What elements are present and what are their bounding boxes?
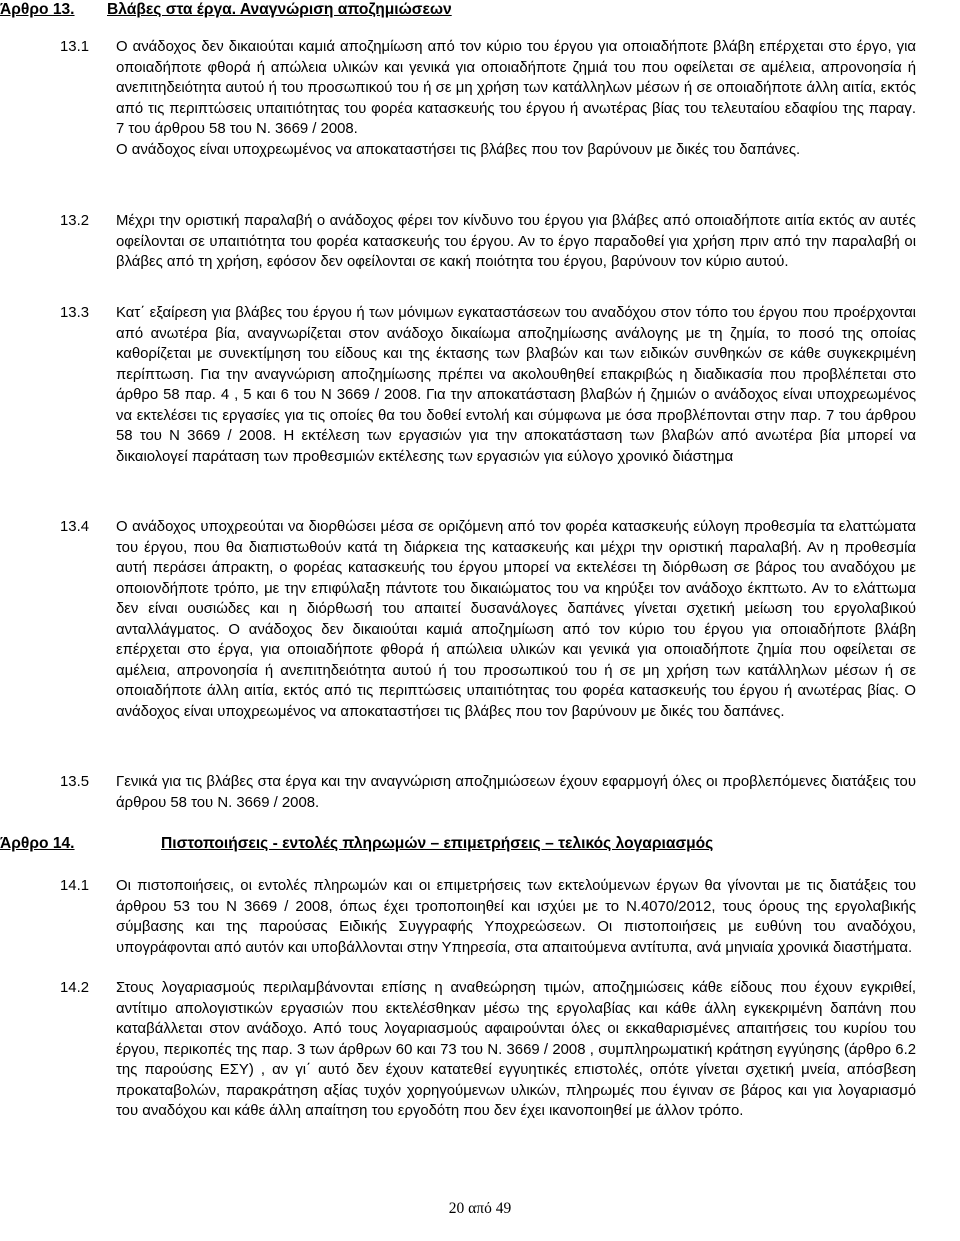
- clause-paragraph: Κατ΄ εξαίρεση για βλάβες του έργου ή των μόνιμων εγκαταστάσεων του αναδόχου στον τόπο του έργου που προέρχονται από ανωτέρα βία, αναγνωρίζεται στον ανάδοχο δικαίωμα αποζημίωσης ανάλογης με τη ζημία, το ποσό της οποίας καθορίζεται με συνεκτίμηση του είδους και της έκτασης των βλαβών και των ειδικών συνθηκών σε κάθε συγκεκριμένη περίπτωση. Για την αναγνώριση αποζημίωσης πρέπει να ακολουθηθεί επακριβώς η διαδικασία που προβλέπεται στο άρθρο 58 παρ. 4 , 5 και 6 του Ν 3669 / 2008. Για την αποκατάσταση βλαβών ή ζημιών ο ανάδοχος είναι υποχρεωμένος να εκτελέσει τις εργασίες για τις οποίες θα του δοθεί εντολή και σύμφωνα με όσα προβλέπονται στην παρ. 7 του άρθρου 58 του Ν 3669 / 2008. Η εκτέλεση των εργασιών για την αποκατάσταση των βλαβών από ανωτέρα βία μπορεί να δικαιολογεί παράταση των προθεσμιών εκτέλεσης των εργασιών για εύλογο χρονικό διάστημα: [116, 305, 916, 465]
- clause-13-2: [60, 211, 916, 273]
- article-13-number: Άρθρο 13.: [0, 1, 75, 18]
- clause-paragraph: Στους λογαριασμούς περιλαμβάνονται επίσης η αναθεώρηση τιμών, αποζημιώσεις κάθε είδους που έχουν εγκριθεί, αντίτιμο απολογιστικών εργασιών που εκτελέσθηκαν μέσω της εργολαβίας και κάθε άλλη εγκεκριμένη δαπάνη που καταβάλλεται στον ανάδοχο. Από τους λογαριασμούς αφαιρούνται όλες οι εκκαθαρισμένες απαιτήσεις του κυρίου του έργου, περικοπές της παρ. 3 των άρθρων 60 και 73 του Ν. 3669 / 2008 , συμπληρωματική κράτηση εγγύησης (άρθρο 6.2 της παρούσης ΕΣΥ) , αν γι΄ αυτό δεν έχουν κατατεθεί εγγυητικές επιστολές, οπότε γίνεται σχετική μνεία, απόσβεση προκαταβολών, παρακράτηση αξίας τυχόν χορηγούμενων υλικών, πληρωμές που έγιναν σε βάρος και για λογαριασμό του αναδόχου και κάθε άλλη απαίτηση του εργοδότη που δεν έχει ικανοποιηθεί με άλλον τρόπο.: [116, 980, 916, 1120]
- clause-number: 13.3: [60, 305, 89, 321]
- page-number-footer: 20 από 49: [448, 1200, 512, 1217]
- clause-paragraph: Οι πιστοποιήσεις, οι εντολές πληρωμών και οι επιμετρήσεις των εκτελούμενων έργων θα γίνονται με τις διατάξεις του άρθρου 53 του Ν 3669 / 2008, όπως έχει τροποποιηθεί και ισχύει με το Ν.4070/2012, τους όρους της εργολαβικής σύμβασης και της παρούσας Ειδικής Συγγραφής Υποχρεώσεων. Οι πιστοποιήσεις με ευθύνη του αναδόχου, υπογράφονται από αυτόν και υποβάλλονται στην Υπηρεσία, στα απαιτούμενα αντίτυπα, ανά μηνιαία χρονικά διαστήματα.: [116, 878, 916, 956]
- clause-13-1: [60, 37, 916, 160]
- clause-number: 13.2: [60, 213, 89, 229]
- clause-13-3: [60, 303, 916, 467]
- clause-number: 13.1: [60, 39, 89, 55]
- clause-14-1: [60, 876, 916, 958]
- clause-body: [116, 772, 916, 813]
- clause-body: [116, 211, 916, 273]
- clause-body: [116, 37, 916, 160]
- clause-body: [116, 303, 916, 467]
- article-14-heading: [0, 834, 713, 854]
- clause-number: 14.2: [60, 980, 89, 996]
- article-13-heading: [0, 0, 452, 20]
- clause-paragraph: Μέχρι την οριστική παραλαβή ο ανάδοχος φέρει τον κίνδυνο του έργου για βλάβες από οποιαδήποτε αιτία εκτός αν αυτές οφείλονται σε υπαιτιότητα του φορέα κατασκευής του έργου. Αν το έργο παραδοθεί για χρήση πριν από την παραλαβή οι βλάβες από τη χρήση, εφόσον δεν οφείλονται σε κακή ποιότητα του έργου, βαρύνουν τον κύριο αυτού.: [116, 213, 916, 271]
- clause-number: 14.1: [60, 878, 89, 894]
- clause-number: 13.4: [60, 519, 89, 535]
- clause-body: [116, 876, 916, 958]
- article-13-title: Βλάβες στα έργα. Αναγνώριση αποζημιώσεων: [107, 1, 452, 18]
- article-14-title: Πιστοποιήσεις - εντολές πληρωμών – επιμετρήσεις – τελικός λογαριασμός: [161, 835, 714, 852]
- clause-paragraph: Γενικά για τις βλάβες στα έργα και την αναγνώριση αποζημιώσεων έχουν εφαρμογή όλες οι προβλεπόμενες διατάξεις του άρθρου 58 του Ν. 3669 / 2008.: [116, 774, 916, 811]
- clause-number: 13.5: [60, 774, 89, 790]
- clause-13-4: [60, 517, 916, 722]
- article-14-number: Άρθρο 14.: [0, 835, 75, 852]
- clause-14-2: [60, 978, 916, 1122]
- clause-paragraph: Ο ανάδοχος δεν δικαιούται καμιά αποζημίωση από τον κύριο του έργου για οποιαδήποτε βλάβη επέρχεται στο έργο, για οποιαδήποτε φθορά ή απώλεια υλικών και γενικά για οποιαδήποτε ζημιά του που οφείλεται σε αμέλεια, απρονοησία ή ανεπιτηδειότητα αυτού ή του προσωπικού του ή σε μη χρήση των κατάλληλων μέσων ή σε οποιαδήποτε άλλη αιτία, εκτός από τις περιπτώσεις υπαιτιότητας του φορέα κατασκευής του έργου ή ανωτέρας βίας του τελευταίου εδαφίου της παραγ. 7 του άρθρου 58 του Ν. 3669 / 2008.: [116, 39, 916, 138]
- clause-body: [116, 978, 916, 1122]
- clause-body: [116, 517, 916, 722]
- clause-paragraph: Ο ανάδοχος είναι υποχρεωμένος να αποκαταστήσει τις βλάβες που τον βαρύνουν με δικές του δαπάνες.: [116, 141, 801, 158]
- clause-13-5: [60, 772, 916, 813]
- clause-paragraph: Ο ανάδοχος υποχρεούται να διορθώσει μέσα σε οριζόμενη από τον φορέα κατασκευής εύλογη προθεσμία τα ελαττώματα του έργου, που θα διαπιστωθούν κατά τη διάρκεια της κατασκευής και μέχρι την οριστική παραλαβή. Αν η προθεσμία αυτή περάσει άπρακτη, ο φορέας κατασκευής του έργου μπορεί να εκτελέσει τη διόρθωση σε βάρος του αναδόχου με οποιονδήποτε τρόπο, με την επιφύλαξη πάντοτε του δικαιώματος του να κηρύξει τον ανάδοχο έκπτωτο. Αν το ελάττωμα δεν είναι ουσιώδες και η διόρθωσή του απαιτεί δυσανάλογες δαπάνες γίνεται σχετική μείωση του εργολαβικού ανταλλάγματος. Ο ανάδοχος δεν δικαιούται καμιά αποζημίωση από τον κύριο του έργου για οποιαδήποτε βλάβη επέρχεται στο έργα, για οποιαδήποτε φθορά ή απώλεια υλικών και γενικά για οποιαδήποτε ζημία που οφείλεται σε αμέλεια, απρονοησία ή ανεπιτηδειότητα αυτού ή του προσωπικού του ή σε μη χρήση των κατάλληλων μέσων ή σε οποιαδήποτε άλλη αιτία, εκτός από τις περιπτώσεις υπαιτιότητας του φορέα κατασκευής του έργου ή ανωτέρας βίας. Ο ανάδοχος είναι υποχρεωμένος να αποκαταστήσει τις βλάβες που τον βαρύνουν με δικές του δαπάνες.: [116, 519, 916, 720]
